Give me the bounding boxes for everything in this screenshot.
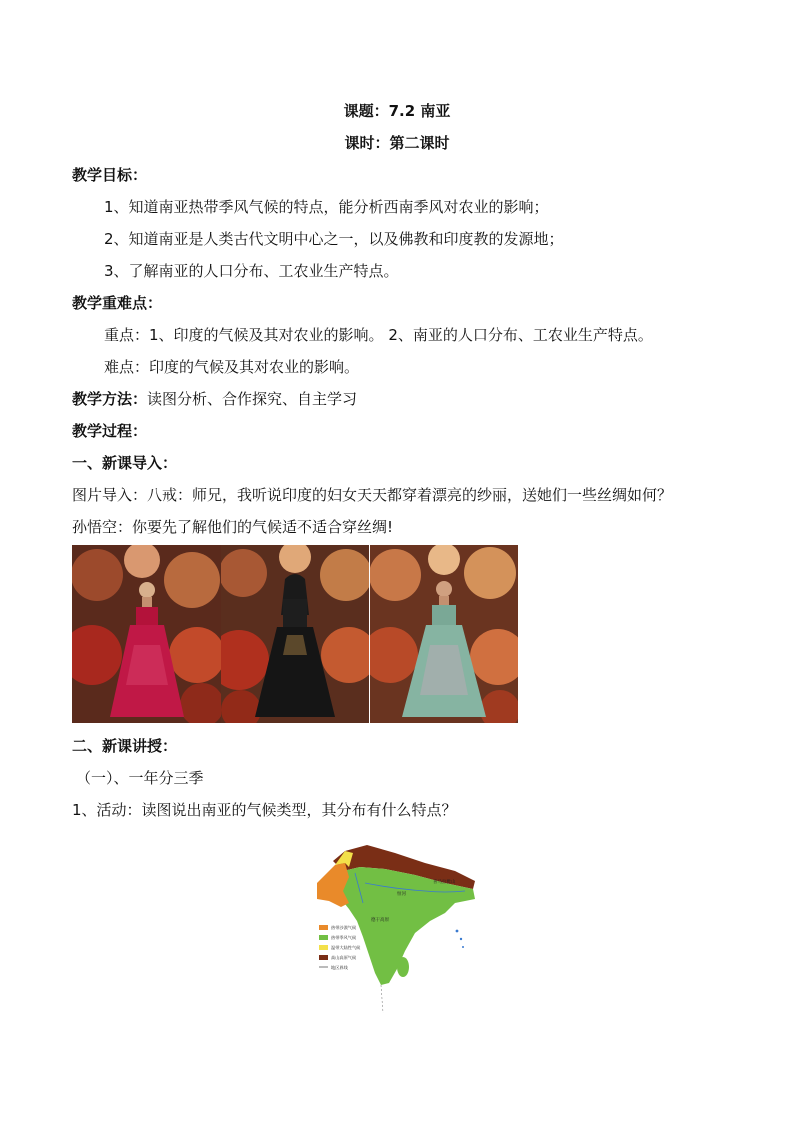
section2-activity: 1、活动：读图说出南亚的气候类型，其分布有什么特点？ (72, 801, 457, 819)
sri-lanka (397, 957, 409, 977)
section2-heading: 二、新课讲授： (72, 737, 178, 755)
legend-item-1: 热带沙漠气候 (331, 925, 357, 930)
south-asia-climate-map (305, 843, 480, 1015)
legend-item-2: 热带季风气候 (331, 935, 357, 940)
map-label-ganges: 恒河 (397, 892, 406, 897)
key-points-difficulty: 难点：印度的气候及其对农业的影响。 (104, 358, 360, 376)
process-heading: 教学过程： (72, 422, 148, 440)
methods-label: 教学方法： (72, 390, 148, 408)
map-label-himalaya: 喜马拉雅山 (433, 880, 456, 885)
saree-photo-black (221, 545, 369, 723)
goal-item-1: 1、知道南亚热带季风气候的特点，能分析西南季风对农业的影响； (104, 198, 549, 216)
saree-red-icon (72, 545, 221, 723)
legend-item-4: 高山高原气候 (331, 955, 357, 960)
section1-para1: 图片导入：八戒：师兄，我听说印度的妇女天天都穿着漂亮的纱丽，送她们一些丝绸如何？ (72, 486, 673, 504)
saree-photo-teal (370, 545, 518, 723)
legend-item-5: 地区界线 (331, 965, 348, 970)
goals-heading: 教学目标： (72, 166, 148, 184)
saree-black-icon (221, 545, 369, 723)
section1-para2: 孙悟空：你要先了解他们的气候适不适合穿丝绸! (72, 518, 394, 536)
key-points-heading: 教学重难点： (72, 294, 163, 312)
methods-line (72, 389, 357, 409)
page-subtitle: 课时：第二课时 (344, 134, 450, 152)
saree-teal-icon (370, 545, 518, 723)
legend-item-3: 温带大陆性气候 (331, 945, 361, 950)
page-title: 课题：7.2 南亚 (343, 102, 451, 120)
goal-item-3: 3、了解南亚的人口分布、工农业生产特点。 (104, 262, 399, 280)
map-label-deccan: 德干高原 (371, 918, 389, 923)
goal-item-2: 2、知道南亚是人类古代文明中心之一，以及佛教和印度教的发源地； (104, 230, 564, 248)
methods-text: 读图分析、合作探究、自主学习 (147, 390, 358, 408)
south-asia-map-svg (305, 843, 480, 1015)
section2-sub: （一）、一年分三季 (76, 769, 204, 787)
saree-photo-red (72, 545, 221, 723)
key-points-focus: 重点：1、印度的气候及其对农业的影响。 2、南亚的人口分布、工农业生产特点。 (104, 326, 653, 344)
section1-heading: 一、新课导入： (72, 454, 178, 472)
